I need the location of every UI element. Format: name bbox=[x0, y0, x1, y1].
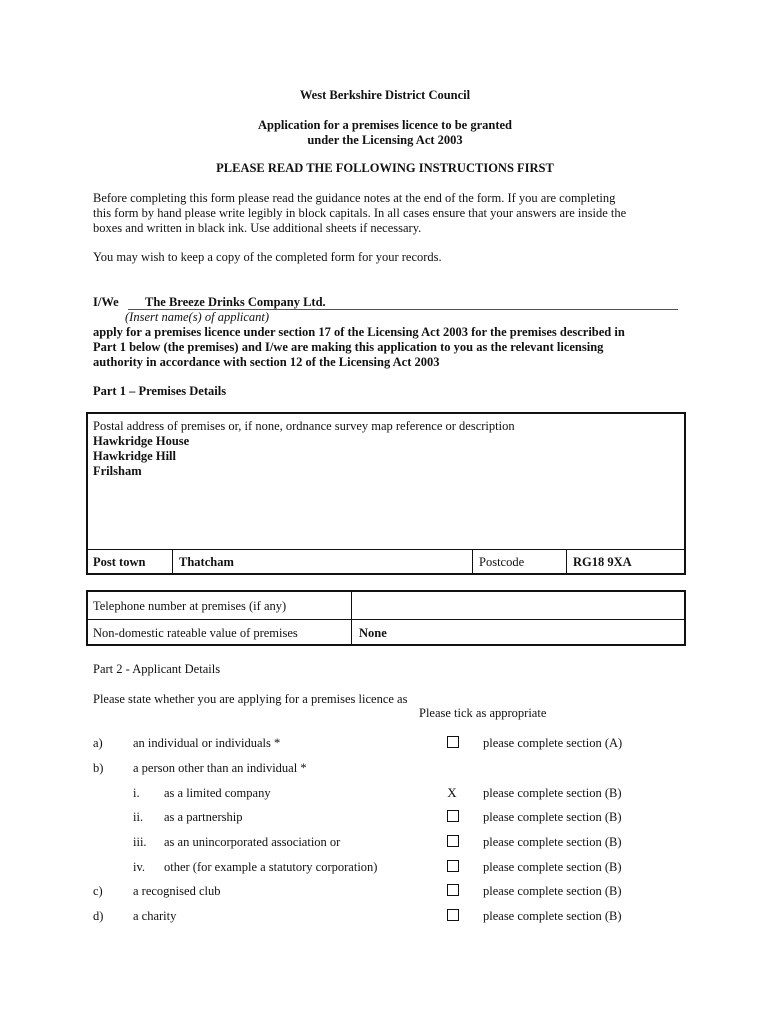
intro-line-1: Before completing this form please read the guidance notes at the end of the form. If you are completing bbox=[93, 191, 616, 205]
form-title-line1: Application for a premises licence to be granted bbox=[257, 118, 513, 132]
address-label: Postal address of premises or, if none, ordnance survey map reference or description bbox=[93, 419, 515, 433]
details-column-divider bbox=[351, 591, 352, 645]
option-label: a person other than an individual * bbox=[133, 761, 307, 775]
statement-line-2: Part 1 below (the premises) and I/we are making this application to you as the relevant licensing bbox=[93, 340, 604, 354]
option-label: a charity bbox=[133, 909, 177, 923]
address-line-2[interactable]: Hawkridge Hill bbox=[93, 449, 176, 463]
tick-hint: Please tick as appropriate bbox=[419, 706, 547, 720]
part1-heading: Part 1 – Premises Details bbox=[93, 384, 227, 398]
applicant-name-hint: (Insert name(s) of applicant) bbox=[125, 310, 270, 324]
postcode-field[interactable]: RG18 9XA bbox=[573, 555, 632, 569]
applicant-name-field[interactable]: The Breeze Drinks Company Ltd. bbox=[145, 295, 326, 309]
option-label: a recognised club bbox=[133, 884, 221, 898]
statutory-corporation-checkbox[interactable] bbox=[447, 860, 459, 872]
form-title-line2: under the Licensing Act 2003 bbox=[307, 133, 463, 147]
rateable-value-field[interactable]: None bbox=[359, 626, 387, 640]
part2-heading: Part 2 - Applicant Details bbox=[93, 662, 221, 676]
post-town-field[interactable]: Thatcham bbox=[179, 555, 234, 569]
option-marker: a) bbox=[93, 736, 103, 750]
telephone-label: Telephone number at premises (if any) bbox=[93, 599, 287, 613]
partnership-checkbox[interactable] bbox=[447, 810, 459, 822]
option-action: please complete section (B) bbox=[483, 786, 622, 800]
option-action: please complete section (A) bbox=[483, 736, 623, 750]
option-marker: iii. bbox=[133, 835, 147, 849]
post-town-label: Post town bbox=[93, 555, 146, 569]
option-marker: d) bbox=[93, 909, 104, 923]
option-marker: iv. bbox=[133, 860, 146, 874]
instructions-heading: PLEASE READ THE FOLLOWING INSTRUCTIONS FIRST bbox=[216, 161, 554, 175]
licence-type-question: Please state whether you are applying for a premises licence as bbox=[93, 692, 408, 706]
council-name: West Berkshire District Council bbox=[299, 88, 471, 102]
option-action: please complete section (B) bbox=[483, 835, 622, 849]
postcode-value-divider bbox=[566, 549, 567, 574]
option-marker: i. bbox=[133, 786, 140, 800]
postcode-label-divider bbox=[472, 549, 473, 574]
telephone-field[interactable] bbox=[359, 599, 679, 615]
option-label: an individual or individuals * bbox=[133, 736, 281, 750]
charity-checkbox[interactable] bbox=[447, 909, 459, 921]
postcode-label: Postcode bbox=[479, 555, 525, 569]
option-marker: b) bbox=[93, 761, 104, 775]
statement-line-1: apply for a premises licence under section 17 of the Licensing Act 2003 for the premises described in bbox=[93, 325, 625, 339]
post-town-row-divider bbox=[87, 549, 684, 550]
individual-checkbox[interactable] bbox=[447, 736, 459, 748]
statement-line-3: authority in accordance with section 12 of the Licensing Act 2003 bbox=[93, 355, 440, 369]
address-line-1[interactable]: Hawkridge House bbox=[93, 434, 190, 448]
option-action: please complete section (B) bbox=[483, 909, 622, 923]
option-action: please complete section (B) bbox=[483, 860, 622, 874]
details-row-divider bbox=[87, 619, 684, 620]
intro-line-3: boxes and written in black ink. Use additional sheets if necessary. bbox=[93, 221, 422, 235]
option-action: please complete section (B) bbox=[483, 810, 622, 824]
option-label: other (for example a statutory corporation) bbox=[164, 860, 378, 874]
option-label: as a limited company bbox=[164, 786, 271, 800]
rateable-value-label: Non-domestic rateable value of premises bbox=[93, 626, 298, 640]
option-label: as a partnership bbox=[164, 810, 243, 824]
option-marker: ii. bbox=[133, 810, 144, 824]
option-action: please complete section (B) bbox=[483, 884, 622, 898]
option-label: as an unincorporated association or bbox=[164, 835, 341, 849]
option-marker: c) bbox=[93, 884, 103, 898]
post-town-divider bbox=[172, 549, 173, 574]
recognised-club-checkbox[interactable] bbox=[447, 884, 459, 896]
applicant-prefix: I/We bbox=[93, 295, 119, 309]
intro-line-2: this form by hand please write legibly in block capitals. In all cases ensure that your answers are inside the bbox=[93, 206, 627, 220]
copy-note: You may wish to keep a copy of the completed form for your records. bbox=[93, 250, 442, 264]
limited-company-checkbox[interactable]: X bbox=[447, 785, 457, 800]
address-line-3[interactable]: Frilsham bbox=[93, 464, 142, 478]
unincorporated-association-checkbox[interactable] bbox=[447, 835, 459, 847]
